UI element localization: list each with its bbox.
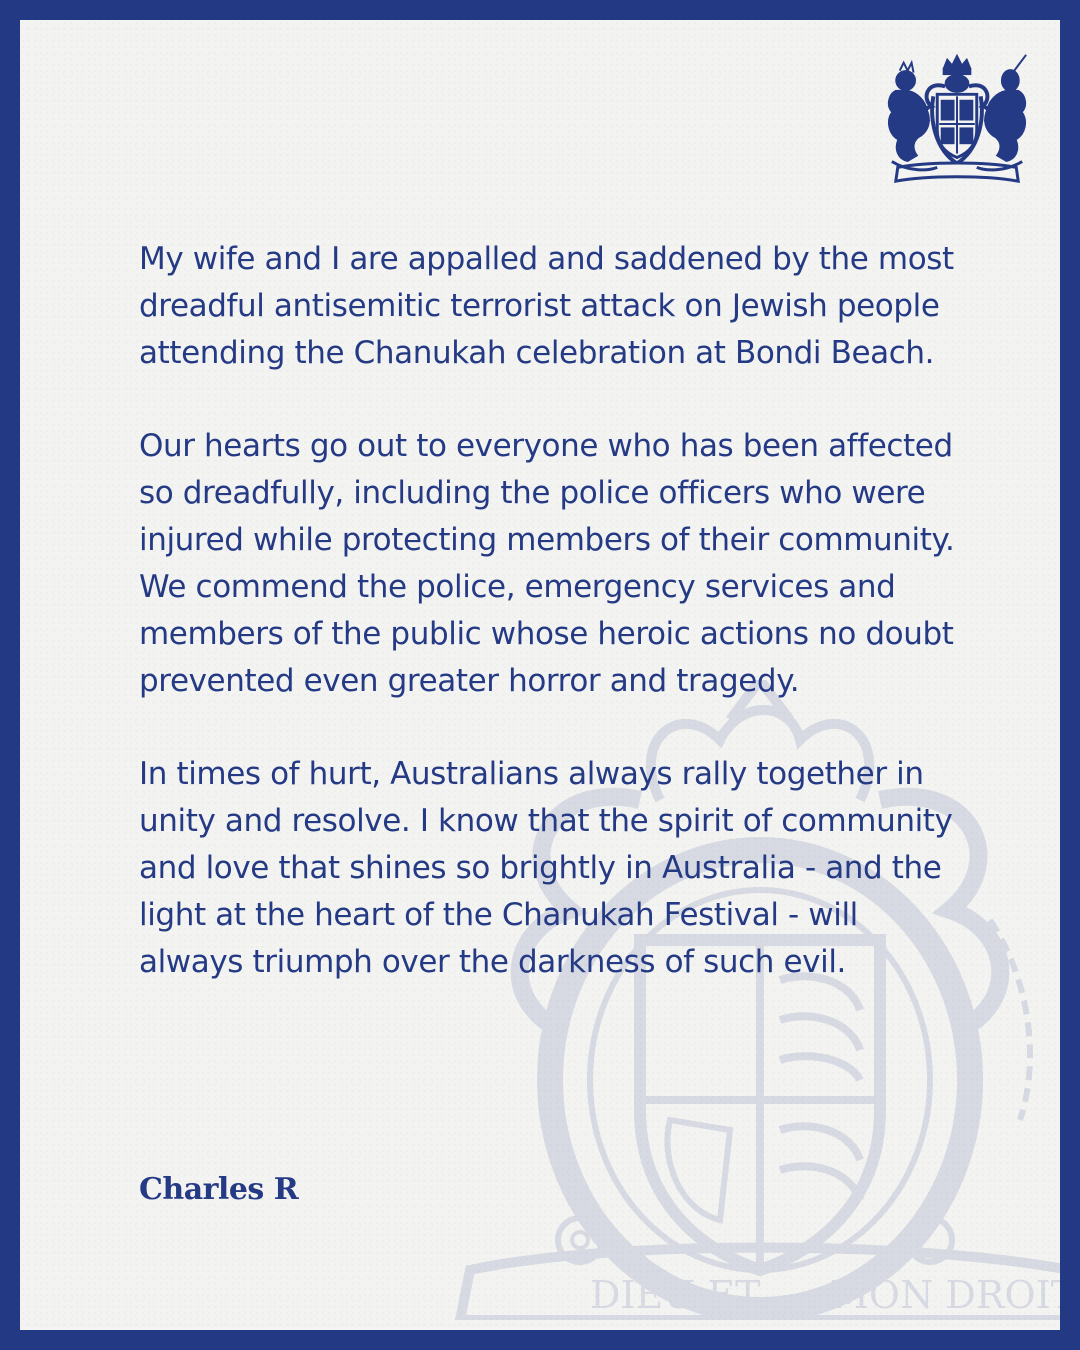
- motto-left: DIEU ET: [590, 1273, 761, 1317]
- letter-body: [139, 236, 969, 1032]
- paragraph-3: In times of hurt, Australians always rally together in unity and resolve. I know that the spirit of community and love that shines so brightly in Australia - and the light at the heart of the Chanukah Festival - will always triumph over the darkness of such evil.: [139, 756, 953, 980]
- letter-paper: [20, 20, 1076, 1330]
- motto-right: MON DROIT: [830, 1273, 1076, 1317]
- paragraph-1: My wife and I are appalled and saddened by the most dreadful antisemitic terrorist attack on Jewish people attending the Chanukah celebration at Bondi Beach.: [139, 241, 954, 371]
- paragraph-2: Our hearts go out to everyone who has been affected so dreadfully, including the police officers who were injured while protecting members of their community. We commend the police, emergency services and members of the public whose heroic actions no doubt prevented even greater horror and tragedy.: [139, 428, 955, 699]
- signature: Charles R: [139, 1172, 299, 1207]
- royal-coat-of-arms-icon: [878, 50, 1036, 190]
